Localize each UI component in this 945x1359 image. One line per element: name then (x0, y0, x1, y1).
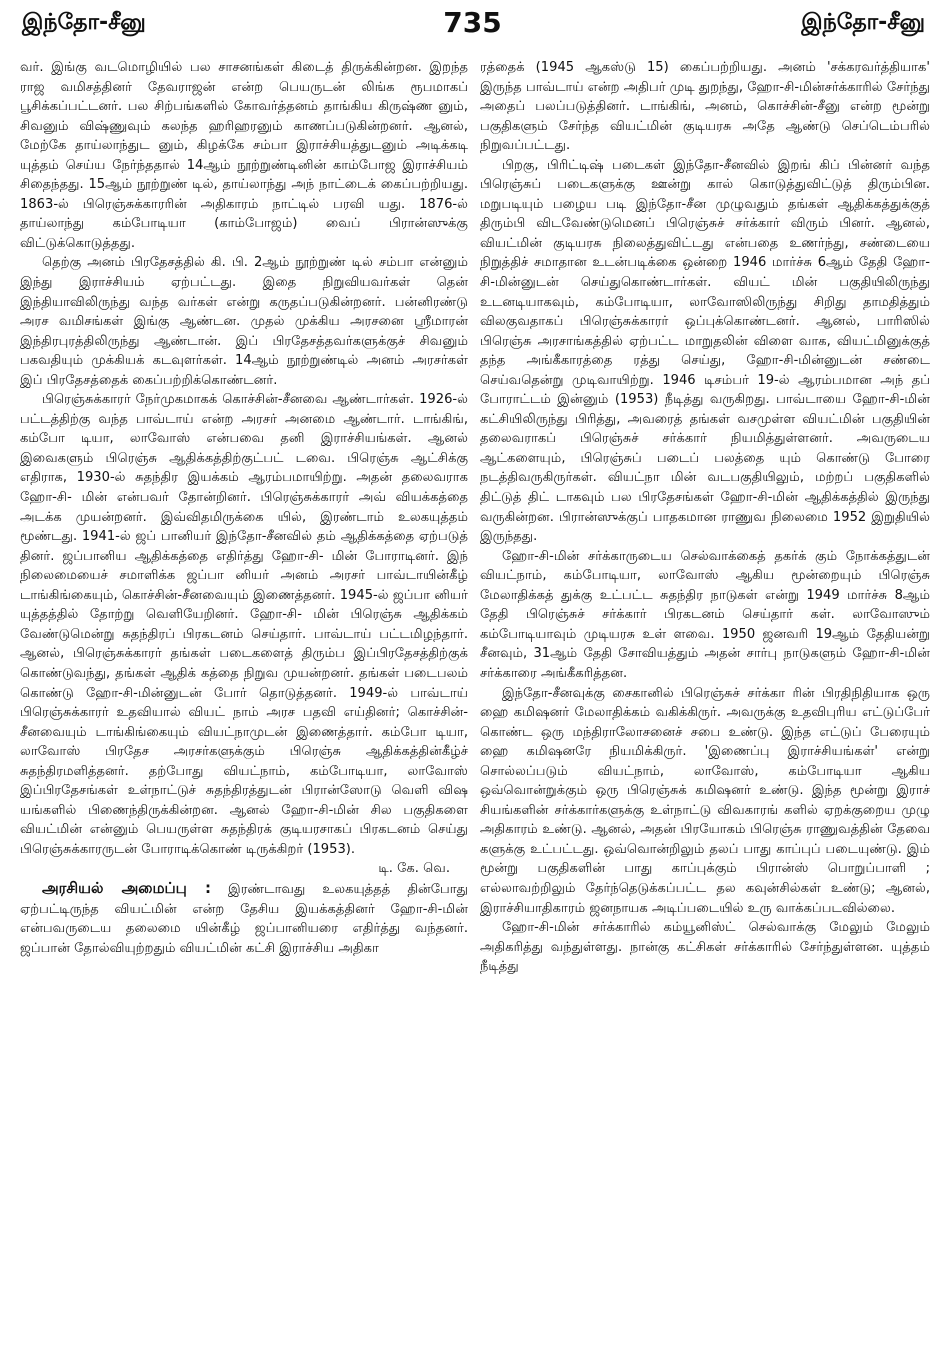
left-column (20, 58, 468, 1353)
paragraph: இந்தோ-சீனவுக்கு சைகானில் பிரெஞ்சுச் சர்க்கா ரின் பிரதிநிதியாக ஒரு ஹை கமிஷனர் மேலாதிக்கம் வகிக்கிருர். அவருக்கு உதவிபுரிய எட்டுப்பேர் கொண்ட ஒரு மந்திராலோசனைச் சபை உண்டு. இந்த எட்டுப் பேரையும் ஹை கமிஷனரே நியமிக்கிருர். 'இணைப்பு இராச்சியங்கள்' என்று சொல்லப்படும் வியட்நாம், லாவோஸ், கம்போடியா ஆகிய ஒவ்வொன்றுக்கும் ஒரு பிரெஞ்சுக் கமிஷனர் உண்டு. இந்த மூன்று இராச் சியங்களின் சர்க்கார்களுக்கு உள்நாட்டு விவகாரங் களில் ஏறக்குறைய முழு அதிகாரம் உண்டு. ஆனல், அதன் பிரயோகம் பிரெஞ்சு ராணுவத்தின் தேவை களுக்கு உட்பட்டது. ஒவ்வொன்றிலும் தலப் பாது காப்புப் படையுண்டு. இம் மூன்று பகுதிகளின் பாது காப்புக்கும் பிரான்ஸ் பொறுப்பாளி ; எல்லாவற்றிலும் தேர்ந்தெடுக்கப்பட்ட தல கவுன்சில்கள் உண்டு; ஆனல், இராச்சியாதிகாரம் ஜனநாயக அடிப்படையில் உரு வாக்கப்படவில்லை. (480, 685, 930, 916)
paragraph: வர். இங்கு வடமொழியில் பல சாசனங்கள் கிடைத் திருக்கின்றன. இறந்த ராஜ வமிசத்தினர் தேவராஜன் என்ற பெயருடன் லிங்க ரூபமாகப் பூசிக்கப்பட்டனர். பல சிற்பங்களில் கோவர்த்தனம் தாங்கிய கிருஷ்ண னும், சிவனும் விஷ்ணுவும் கலந்த ஹரிஹரனும் காணப்படுகின்றனர். ஆனல், மேற்கே தாய்லாந்துட னும், கிழக்கே சம்பா இராச்சியத்துடனும் அடிக்கடி யுத்தம் செய்ய நேர்ந்ததால் 14ஆம் நூற்றுண்டினின் காம்போஜ இராச்சியம் சிதைந்தது. 15ஆம் நூற்றுண் டில், தாய்லாந்து அந் நாட்டைக் கைப்பற்றியது. 1863-ல் பிரெஞ்சுக்காரரின் அதிகாரம் நாட்டில் பரவி யது. 1876-ல் தாய்லாந்து கம்போடியா (காம்போஜம்) வைப் பிரான்ஸுக்கு விட்டுக்கொடுத்தது. (20, 60, 468, 251)
running-title-left: இந்தோ-சீனு (22, 10, 146, 35)
paragraph: ரத்தைக் (1945 ஆகஸ்டு 15) கைப்பற்றியது. அனம் 'சக்கரவர்த்தியாக' இருந்த பாவ்டாய் என்ற அதிபர் முடி துறந்து, ஹோ-சி-மின்சர்க்காரில் சேர்ந்து அதைப் பலப்படுத்தினர். டாங்கிங், அனம், கொச்சின்-சீனு என்ற மூன்று பகுதிகளும் சேர்ந்த வியட்மின் குடியரசு அதே ஆண்டு செப்டெம்பரில் நிறுவப்பட்டது. (480, 60, 930, 154)
paragraph: ஹோ-சி-மின் சர்க்காருடைய செல்வாக்கைத் தகர்க் கும் நோக்கத்துடன் வியட்நாம், கம்போடியா, லாவோஸ் ஆகிய மூன்றையும் பிரெஞ்சு மேலாதிக்கத் துக்கு உட்பட்ட சுதந்திர நாடுகள் என்று 1949 மார்ச்சு 8ஆம் தேதி பிரெஞ்சுச் சர்க்கார் பிரகடனம் செய்தார் கள். லாவோஸும் கம்போடியாவும் முடியரசு உள் ளவை. 1950 ஜனவரி 19ஆம் தேதியன்று சீனவும், 31ஆம் தேதி சோவியத்தும் அதன் சார்பு நாடுகளும் ஹோ-சி-மின் சர்க்காரை அங்கீகரித்தன. (480, 548, 930, 681)
paragraph: பிறகு, பிரிட்டிஷ் படைகள் இந்தோ-சீனவில் இறங் கிப் பின்னர் வந்த பிரெஞ்சுப் படைகளுக்கு ஊன்று கால் கொடுத்துவிட்டுத் திரும்பின. மறுபடியும் பழைய படி இந்தோ-சீன முழுவதும் தங்கள் ஆதிக்கத்துக்குத் திரும்பி விடவேண்டுமெனப் பிரெஞ்சுச் சர்க்கார் விரும் பினர். ஆனல், வியட்மின் குடியரசு நிலைத்துவிட்டது என்பதை உணர்ந்து, சண்டையை நிறுத்திச் சமாதான உடன்படிக்கை ஒன்றை 1946 மார்ச்சு 6ஆம் தேதி ஹோ-சி-மின்னுடன் செய்துகொண்டார்கள். வியட் மின் பகுதியிலிருந்து உடனடியாகவும், கம்போடியா, லாவோஸிலிருந்து சிறிது தாமதித்தும் விலகுவதாகப் பிரெஞ்சுக்காரர் ஒப்புக்கொண்டனர். ஆனல், பாரிஸில் பிரெஞ்சு அரசாங்கத்தில் ஏற்பட்ட மாறுதலின் விளை வாக, வியட்மினுக்குத் தந்த அங்கீகாரத்தை ரத்து செய்து, ஹோ-சி-மின்னுடன் சண்டை செய்வதென்று முடிவாயிற்று. 1946 டிசம்பர் 19-ல் ஆரம்பமான அந் தப் போராட்டம் இன்னும் (1953) நீடித்து வருகிறது. பாவ்டாயை ஹோ-சி-மின் கட்சியிலிருந்து பிரித்து, அவரைத் தங்கள் வசமுள்ள வியட்மின் பகுதியின் தலைவராகப் பிரெஞ்சுச் சர்க்கார் நியமித்துள்ளனர். அவருடைய ஆட்களையும், பிரெஞ்சுப் படைப் பலத்தை யும் கொண்டு போரை நடத்திவருகிருர்கள். வியட்நா மின் வடபகுதியிலும், மற்றப் பகுதிகளில் திட்டுத் திட் டாகவும் பல பிரதேசங்கள் ஹோ-சி-மின் ஆதிக்கத்தில் இருந்து வருகின்றன. பிரான்ஸுக்குப் பாதகமான ராணுவ நிலைமை 1952 இறுதியில் இருந்தது. (480, 157, 930, 545)
section-paragraph (20, 879, 468, 958)
paragraph: பிரெஞ்சுக்காரர் நேர்முகமாகக் கொச்சின்-சீனவை ஆண்டார்கள். 1926-ல் பட்டத்திற்கு வந்த பாவ்டாய் என்ற அரசர் அனமை ஆண்டார். டாங்கிங், கம்போ டியா, லாவோஸ் என்பவை தனி இராச்சியங்கள். ஆனல் இவைகளும் பிரெஞ்சு ஆதிக்கத்திற்குட்பட் டவை. பிரெஞ்சு ஆட்சிக்கு எதிராக, 1930-ல் சுதந்திர இயக்கம் ஆரம்பமாயிற்று. அதன் தலைவராக ஹோ-சி- மின் என்பவர் தோன்றினர். பிரெஞ்சுக்காரர் அவ் வியக்கத்தை அடக்க முயன்றனர். இவ்விதமிருக்கை யில், இரண்டாம் உலகயுத்தம் மூண்டது. 1941-ல் ஜப் பானியர் இந்தோ-சீனவில் தம் ஆதிக்கத்தை ஏற்படுத் தினர். ஜப்பானிய ஆதிக்கத்தை எதிர்த்து ஹோ-சி- மின் போராடினர். இந் நிலைமையைச் சமாளிக்க ஜப்பா னியர் அனம் அரசர் பாவ்டாயின்கீழ் டாங்கிங்கையும், கொச்சின்-சீனவையும் இணைத்தனர். 1945-ல் ஜப்பா னியர் யுத்தத்தில் தோற்று வெளியேறினர். ஹோ-சி- மின் பிரெஞ்சு ஆதிக்கம் வேண்டுமென்று சுதந்திரப் பிரகடனம் செய்தார். பாவ்டாய் பட்டமிழந்தார். ஆனல், பிரெஞ்சுக்காரர் தங்கள் படைகளைத் திரும்ப இப்பிரதேசத்திற்குக் கொண்டுவந்து, தங்கள் ஆதிக் கத்தை நிறுவ முயன்றனர். தங்கள் படைபலம் கொண்டு ஹோ-சி-மின்னுடன் போர் தொடுத்தனர். 1949-ல் பாவ்டாய் பிரெஞ்சுக்காரர் உதவியால் வியட் நாம் அரச பதவி எய்தினர்; கொச்சின்-சீனவையும் டாங்கிங்கையும் வியட்நாமுடன் இணைத்தார். கம்போ டியா, லாவோஸ் பிரதேச அரசர்களுக்கும் பிரெஞ்சு ஆதிக்கத்தின்கீழ்ச் சுதந்திரமளித்தனர். தற்போது வியட்நாம், கம்போடியா, லாவோஸ் இப்பிரதேசங்கள் உள்நாட்டுச் சுதந்திரத்துடன் பிரான்ஸோடு வெளி விஷ யங்களில் பிணைந்திருக்கின்றன. ஆனல் ஹோ-சி-மின் சில பகுதிகளை வியட்மின் என்னும் பெயருள்ள சுதந்திரக் குடியரசாகப் பிரகடனம் செய்து பிரெஞ்சுக்காரருடன் போராடிக்கொண் டிருக்கிறர் (1953). (20, 392, 468, 857)
page-number: 735 (443, 6, 502, 39)
page-header (0, 0, 945, 52)
paragraph: தெற்கு அனம் பிரதேசத்தில் கி. பி. 2ஆம் நூற்றுண் டில் சம்பா என்னும் இந்து இராச்சியம் ஏற்பட்டது. இதை நிறுவியவர்கள் தென் இந்தியாவிலிருந்து வந்த வர்கள் என்று கருதப்படுகின்றனர். பன்னிரண்டு அரச வமிசங்கள் இங்கு ஆண்டன. முதல் முக்கிய அரசனை ஸ்ரீமாரன் இந்திரபுரத்திலிருந்து ஆண்டான். இப் பிரதேசத்தவர்களுக்குச் சிவனும் பகவதியும் முக்கியக் கடவுளர்கள். 14ஆம் நூற்றுண்டில் அனம் அரசர்கள் இப் பிரதேசத்தைக் கைப்பற்றிக்கொண்டனர். (20, 255, 468, 388)
running-title-right: இந்தோ-சீனு (801, 10, 925, 35)
paragraph: ஹோ-சி-மின் சர்க்காரில் கம்யூனிஸ்ட் செல்வாக்கு மேலும் மேலும் அதிகரித்து வந்துள்ளது. நான்கு கட்சிகள் சர்க்காரில் சேர்ந்துள்ளன. யுத்தம் நீடித்து (480, 920, 930, 975)
section-heading: அரசியல் அமைப்பு : (42, 878, 211, 897)
author-signature: டி. கே. வெ. (378, 861, 450, 877)
paragraph-text: இரண்டாவது உலகயுத்தத் தின்போது ஏற்பட்டிருந்த வியட்மின் என்ற தேசிய இயக்கத்தினர் ஹோ-சி-மின் என்பவருடைய தலைமை யின்கீழ் ஜப்பானியரை எதிர்த்து வந்தனர். ஜப்பான் தோல்வியுற்றதும் வியட்மின் கட்சி இராச்சிய அதிகா (20, 881, 468, 956)
right-column (480, 58, 930, 1353)
